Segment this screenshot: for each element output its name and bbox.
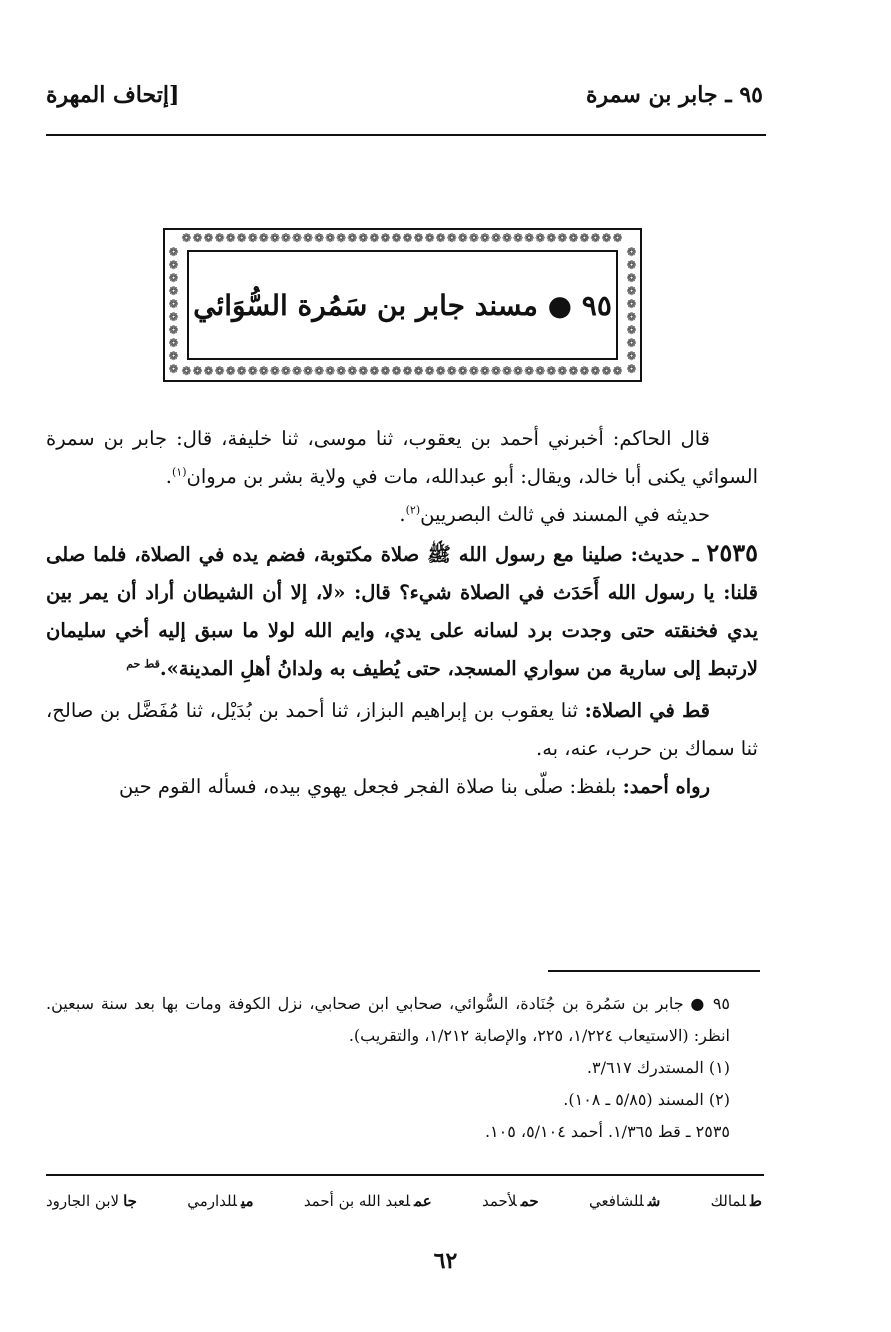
legend-abbr: ط <box>750 1192 762 1210</box>
legend-abbr: حم <box>520 1192 539 1210</box>
header-book-title: [إتحاف المهرة <box>46 82 180 108</box>
paragraph-musnad-end: . <box>399 503 406 526</box>
paragraph-musnad <box>46 496 758 534</box>
hadith-paragraph <box>46 534 758 688</box>
legend-item <box>711 1192 762 1210</box>
legend-abbr: مي <box>240 1192 254 1210</box>
footnote-95: ٩٥ ● جابر بن سَمُرة بن جُنَادة، السُّوائي، صحابي ابن صحابي، نزل الكوفة ومات بها بعد سنة سبعين. انظر: (الاستيعاب ١/٢٢٤، ٢٢٥، والإصابة ١/٢١٢، والتقريب). <box>46 994 730 1045</box>
ornament-border-left: ❁❁❁❁❁❁❁❁❁❁ <box>168 245 179 376</box>
ornament-border-bottom: ❁❁❁❁❁❁❁❁❁❁❁❁❁❁❁❁❁❁❁❁❁❁❁❁❁❁❁❁❁❁❁❁❁❁❁❁❁❁❁❁ <box>181 364 624 378</box>
legend-rule <box>46 1174 764 1176</box>
legend-item <box>187 1192 253 1210</box>
paragraph-hakim-end: . <box>165 465 172 488</box>
footnotes <box>46 988 758 1148</box>
legend-label: للشافعي <box>588 1192 644 1210</box>
footnote-1: (١) المستدرك ٣/٦١٧. <box>586 1058 730 1077</box>
legend-item <box>304 1192 432 1210</box>
daraqutni-label: قط في الصلاة: <box>584 699 710 722</box>
ahmad-label: رواه أحمد: <box>622 775 710 798</box>
title-frame <box>163 228 642 382</box>
legend-item <box>589 1192 660 1210</box>
page-number: ٦٢ <box>433 1248 458 1274</box>
paragraph-musnad-text: حديثه في المسند في ثالث البصريين <box>420 503 710 526</box>
paragraph-hakim-text: قال الحاكم: أخبرني أحمد بن يعقوب، ثنا موسى، ثنا خليفة، قال: جابر بن سمرة السوائي يكنى أبا خالد، ويقال: أبو عبدالله، مات في ولاية بشر بن مروان <box>46 427 758 488</box>
legend-abbr: جا <box>123 1192 137 1210</box>
legend-abbr: ش <box>647 1192 661 1210</box>
ornament-border-right: ❁❁❁❁❁❁❁❁❁❁ <box>626 245 637 376</box>
header-chapter: ٩٥ ـ جابر بن سمرة <box>586 82 763 108</box>
hadith-number: ٢٥٣٥ <box>706 538 758 567</box>
footnote-rule <box>548 970 760 972</box>
footnote-2: (٢) المسند (٥/٨٥ ـ ١٠٨). <box>563 1090 730 1109</box>
hadith-text: ـ حديث: صلينا مع رسول الله ﷺ صلاة مكتوبة، فضم يده في الصلاة، فلما صلى قلنا: يا رسول الله أَحَدَث في الصلاة شيء؟ قال: «لا، إلا أن الشيطان أراد أن يمر بين يدي فخنقته حتى وجدت برد لسانه على يدي، وايم الله لولا ما سبق إليه أخي سليمان لارتبط إلى سارية من سواري المسجد، حتى يُطيف به ولدانُ أهلِ المدينة». <box>46 543 758 680</box>
legend-label: لمالك <box>710 1192 747 1210</box>
legend-item <box>482 1192 539 1210</box>
legend-label: لابن الجارود <box>46 1192 120 1210</box>
legend-label: للدارمي <box>187 1192 237 1210</box>
section-title: ٩٥ ● مسند جابر بن سَمُرة السُّوَائي <box>193 288 612 322</box>
footnote-ref-2: (٢) <box>405 503 421 517</box>
legend-label: لأحمد <box>481 1192 517 1210</box>
main-text <box>46 420 758 806</box>
footnote-2535: ٢٥٣٥ ـ قط ١/٣٦٥. أحمد ٥/١٠٤، ١٠٥. <box>484 1122 730 1141</box>
running-header <box>46 82 763 108</box>
sigla-legend <box>46 1192 762 1210</box>
paragraph-ahmad <box>46 768 758 806</box>
ornament-border-top: ❁❁❁❁❁❁❁❁❁❁❁❁❁❁❁❁❁❁❁❁❁❁❁❁❁❁❁❁❁❁❁❁❁❁❁❁❁❁❁❁ <box>181 231 624 245</box>
ahmad-text: بلفظ: صلّى بنا صلاة الفجر فجعل يهوي بيده، فسأله القوم حين <box>118 775 617 798</box>
legend-item <box>46 1192 137 1210</box>
paragraph-daraqutni <box>46 692 758 768</box>
daraqutni-text: ثنا يعقوب بن إبراهيم البزاز، ثنا أحمد بن بُدَيْل، ثنا مُفَضَّل بن صالح، ثنا سماك بن حرب، عنه، به. <box>46 699 758 760</box>
hadith-siglum: قط حم <box>126 657 160 671</box>
legend-abbr: عم <box>414 1192 432 1210</box>
header-rule <box>46 134 766 136</box>
legend-label: لعبد الله بن أحمد <box>303 1192 411 1210</box>
footnote-ref-1: (١) <box>172 465 187 479</box>
title-inner-box <box>187 250 618 360</box>
paragraph-hakim <box>46 420 758 496</box>
